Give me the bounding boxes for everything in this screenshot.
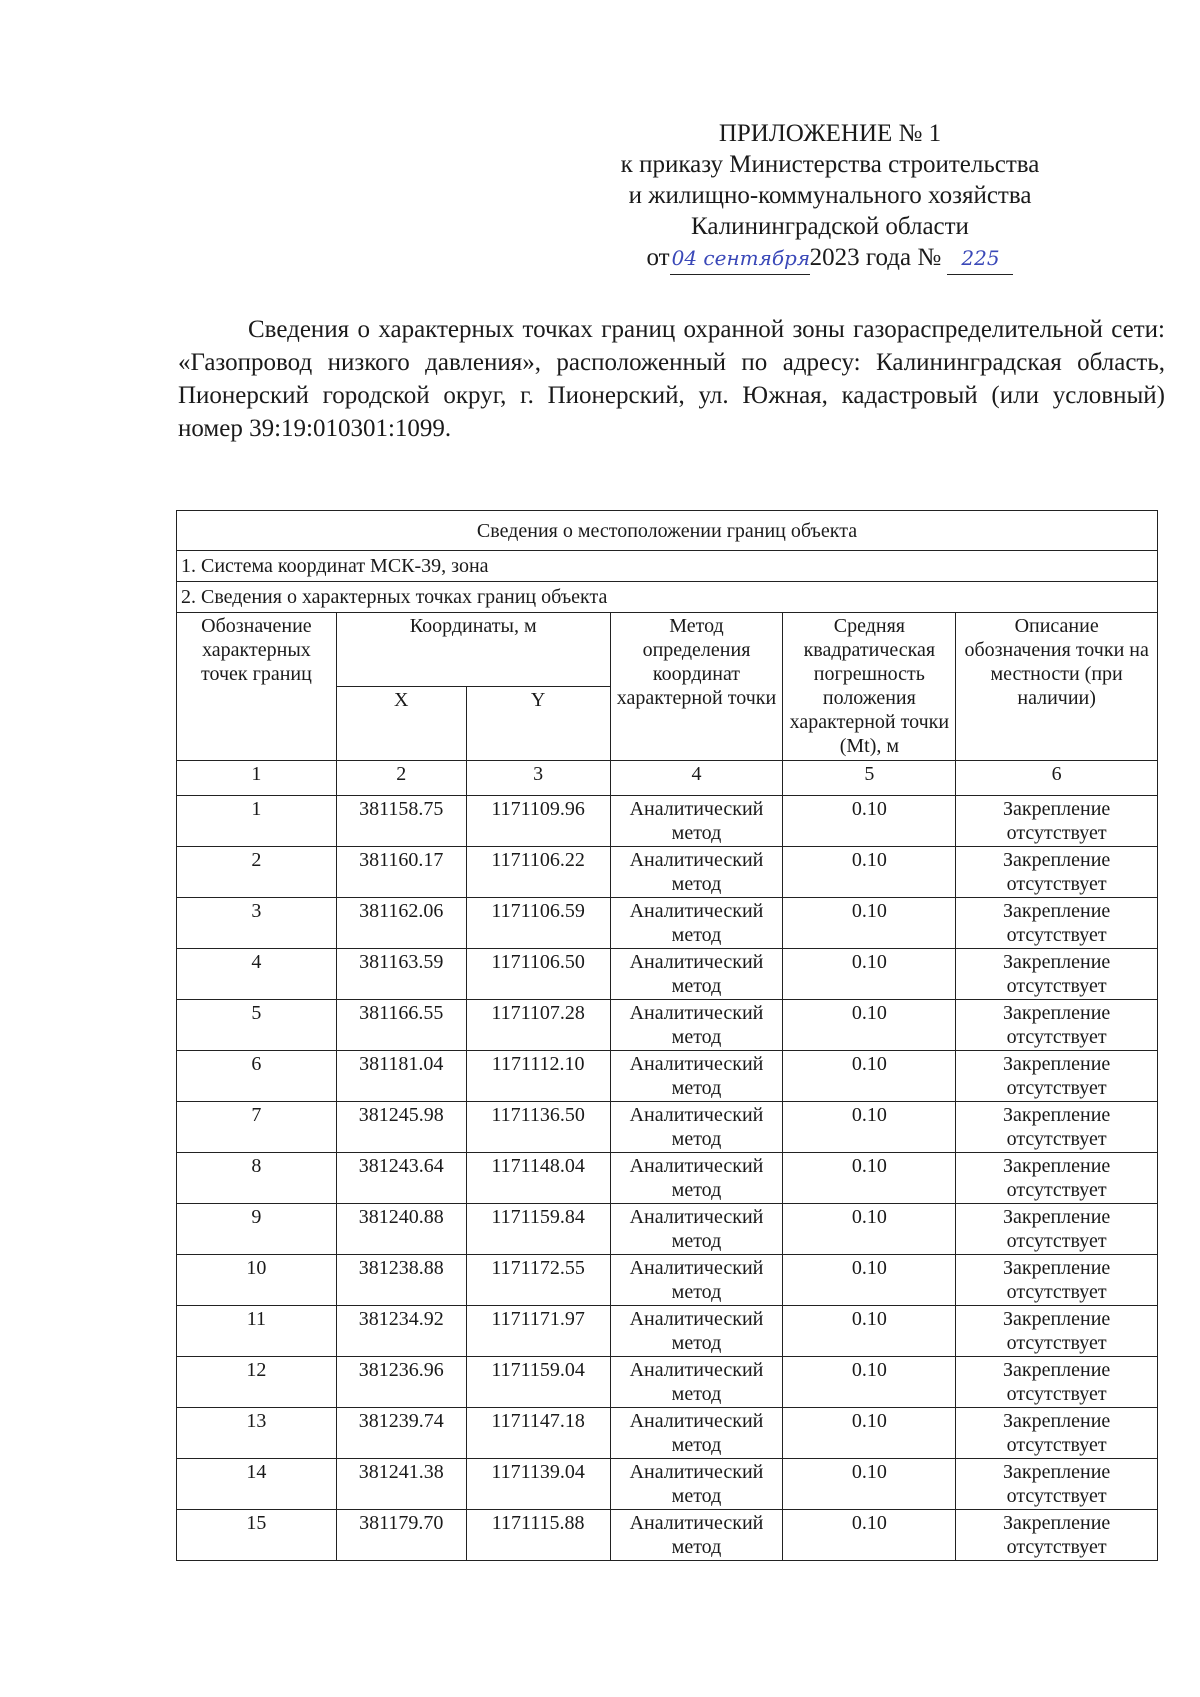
coord-y: 1171172.55: [466, 1255, 610, 1306]
coord-system-row: 1. Система координат МСК-39, зона: [177, 551, 1158, 582]
error-cell: 0.10: [783, 1051, 956, 1102]
error-cell: 0.10: [783, 1204, 956, 1255]
point-number: 14: [177, 1459, 337, 1510]
table-row: [177, 1357, 1158, 1408]
table-row: [177, 1408, 1158, 1459]
coord-x: 381234.92: [336, 1306, 466, 1357]
description-cell: Закрепление отсутствует: [956, 1051, 1158, 1102]
method-cell: Аналитический метод: [610, 1153, 783, 1204]
method-cell: Аналитический метод: [610, 1051, 783, 1102]
points-heading-row: 2. Сведения о характерных точках границ объекта: [177, 582, 1158, 613]
point-number: 7: [177, 1102, 337, 1153]
method-cell: Аналитический метод: [610, 1102, 783, 1153]
table-row: [177, 1510, 1158, 1561]
header-x: X: [336, 687, 466, 761]
coord-y: 1171107.28: [466, 1000, 610, 1051]
coord-x: 381181.04: [336, 1051, 466, 1102]
description-cell: Закрепление отсутствует: [956, 796, 1158, 847]
point-number: 5: [177, 1000, 337, 1051]
error-cell: 0.10: [783, 1000, 956, 1051]
error-cell: 0.10: [783, 1459, 956, 1510]
order-ref-line: к приказу Министерства строительства: [620, 151, 1040, 178]
coord-x: 381241.38: [336, 1459, 466, 1510]
coord-x: 381162.06: [336, 898, 466, 949]
column-number: 6: [956, 761, 1158, 796]
coord-y: 1171159.84: [466, 1204, 610, 1255]
header-y: Y: [466, 687, 610, 761]
handwritten-order-number: 225: [947, 243, 1013, 275]
table-row: [177, 1051, 1158, 1102]
description-cell: Закрепление отсутствует: [956, 898, 1158, 949]
coord-x: 381243.64: [336, 1153, 466, 1204]
ministry-line: и жилищно-коммунального хозяйства: [628, 182, 1032, 209]
table-row: [177, 1102, 1158, 1153]
column-number: 2: [336, 761, 466, 796]
table-row: [177, 1153, 1158, 1204]
point-number: 11: [177, 1306, 337, 1357]
method-cell: Аналитический метод: [610, 1255, 783, 1306]
column-number: 1: [177, 761, 337, 796]
coord-x: 381158.75: [336, 796, 466, 847]
coord-y: 1171106.50: [466, 949, 610, 1000]
description-cell: Закрепление отсутствует: [956, 1408, 1158, 1459]
method-cell: Аналитический метод: [610, 796, 783, 847]
method-cell: Аналитический метод: [610, 1000, 783, 1051]
coord-x: 381166.55: [336, 1000, 466, 1051]
table-row: [177, 1255, 1158, 1306]
coord-x: 381163.59: [336, 949, 466, 1000]
point-number: 6: [177, 1051, 337, 1102]
description-cell: Закрепление отсутствует: [956, 1357, 1158, 1408]
method-cell: Аналитический метод: [610, 847, 783, 898]
method-cell: Аналитический метод: [610, 1510, 783, 1561]
error-cell: 0.10: [783, 949, 956, 1000]
description-cell: Закрепление отсутствует: [956, 1102, 1158, 1153]
coord-y: 1171115.88: [466, 1510, 610, 1561]
error-cell: 0.10: [783, 1102, 956, 1153]
error-cell: 0.10: [783, 1510, 956, 1561]
point-number: 1: [177, 796, 337, 847]
boundary-points-table: [176, 510, 1158, 1561]
error-cell: 0.10: [783, 847, 956, 898]
date-prefix: от: [646, 244, 670, 271]
description-cell: Закрепление отсутствует: [956, 847, 1158, 898]
coord-y: 1171139.04: [466, 1459, 610, 1510]
point-number: 3: [177, 898, 337, 949]
point-number: 13: [177, 1408, 337, 1459]
header-error: Средняя квадратическая погрешность положения характерной точки (Mt), м: [783, 613, 956, 761]
error-cell: 0.10: [783, 1255, 956, 1306]
table-row: [177, 1306, 1158, 1357]
table-row: [177, 847, 1158, 898]
method-cell: Аналитический метод: [610, 949, 783, 1000]
point-number: 15: [177, 1510, 337, 1561]
coord-x: 381245.98: [336, 1102, 466, 1153]
method-cell: Аналитический метод: [610, 1408, 783, 1459]
coord-x: 381179.70: [336, 1510, 466, 1561]
point-number: 12: [177, 1357, 337, 1408]
header-description: Описание обозначения точки на местности (при наличии): [956, 613, 1158, 761]
coord-y: 1171109.96: [466, 796, 610, 847]
table-row: [177, 1459, 1158, 1510]
description-cell: Закрепление отсутствует: [956, 1255, 1158, 1306]
intro-text: Сведения о характерных точках границ охранной зоны газораспределительной сети: «Газопровод низкого давления», расположенный по адресу: Калининградская область, Пионерский городской округ, г. Пионерский, ул. Южная, кадастровый (или условный) номер 39:19:010301:1099.: [178, 316, 1165, 442]
coord-y: 1171171.97: [466, 1306, 610, 1357]
error-cell: 0.10: [783, 1306, 956, 1357]
method-cell: Аналитический метод: [610, 898, 783, 949]
order-date-line: [560, 242, 1100, 275]
point-number: 4: [177, 949, 337, 1000]
coord-y: 1171106.59: [466, 898, 610, 949]
intro-paragraph: [178, 313, 1165, 445]
coord-y: 1171112.10: [466, 1051, 610, 1102]
method-cell: Аналитический метод: [610, 1306, 783, 1357]
table-row: [177, 949, 1158, 1000]
header-method: Метод определения координат характерной точки: [610, 613, 783, 761]
coord-y: 1171148.04: [466, 1153, 610, 1204]
table-row: [177, 1000, 1158, 1051]
coord-x: 381160.17: [336, 847, 466, 898]
method-cell: Аналитический метод: [610, 1357, 783, 1408]
coord-y: 1171147.18: [466, 1408, 610, 1459]
column-number: 5: [783, 761, 956, 796]
handwritten-date: 04 сентября: [670, 243, 810, 275]
year-text: 2023 года №: [809, 244, 942, 271]
table-row: [177, 796, 1158, 847]
region-line: Калининградской области: [691, 213, 969, 240]
method-cell: Аналитический метод: [610, 1459, 783, 1510]
appendix-header: [560, 118, 1100, 275]
method-cell: Аналитический метод: [610, 1204, 783, 1255]
coord-y: 1171106.22: [466, 847, 610, 898]
point-number: 2: [177, 847, 337, 898]
table-row: [177, 1204, 1158, 1255]
error-cell: 0.10: [783, 898, 956, 949]
point-number: 9: [177, 1204, 337, 1255]
coord-x: 381236.96: [336, 1357, 466, 1408]
description-cell: Закрепление отсутствует: [956, 1000, 1158, 1051]
description-cell: Закрепление отсутствует: [956, 949, 1158, 1000]
description-cell: Закрепление отсутствует: [956, 1153, 1158, 1204]
coord-x: 381239.74: [336, 1408, 466, 1459]
column-number: 3: [466, 761, 610, 796]
coord-y: 1171159.04: [466, 1357, 610, 1408]
header-designation: Обозначение характерных точек границ: [177, 613, 337, 761]
error-cell: 0.10: [783, 1153, 956, 1204]
coord-y: 1171136.50: [466, 1102, 610, 1153]
description-cell: Закрепление отсутствует: [956, 1204, 1158, 1255]
description-cell: Закрепление отсутствует: [956, 1306, 1158, 1357]
point-number: 8: [177, 1153, 337, 1204]
description-cell: Закрепление отсутствует: [956, 1510, 1158, 1561]
appendix-title: ПРИЛОЖЕНИЕ № 1: [718, 120, 942, 147]
coord-x: 381238.88: [336, 1255, 466, 1306]
table-row: [177, 898, 1158, 949]
description-cell: Закрепление отсутствует: [956, 1459, 1158, 1510]
column-number: 4: [610, 761, 783, 796]
error-cell: 0.10: [783, 1408, 956, 1459]
coord-x: 381240.88: [336, 1204, 466, 1255]
error-cell: 0.10: [783, 796, 956, 847]
error-cell: 0.10: [783, 1357, 956, 1408]
point-number: 10: [177, 1255, 337, 1306]
header-coordinates: Координаты, м: [336, 613, 610, 687]
table-title: Сведения о местоположении границ объекта: [177, 511, 1158, 551]
